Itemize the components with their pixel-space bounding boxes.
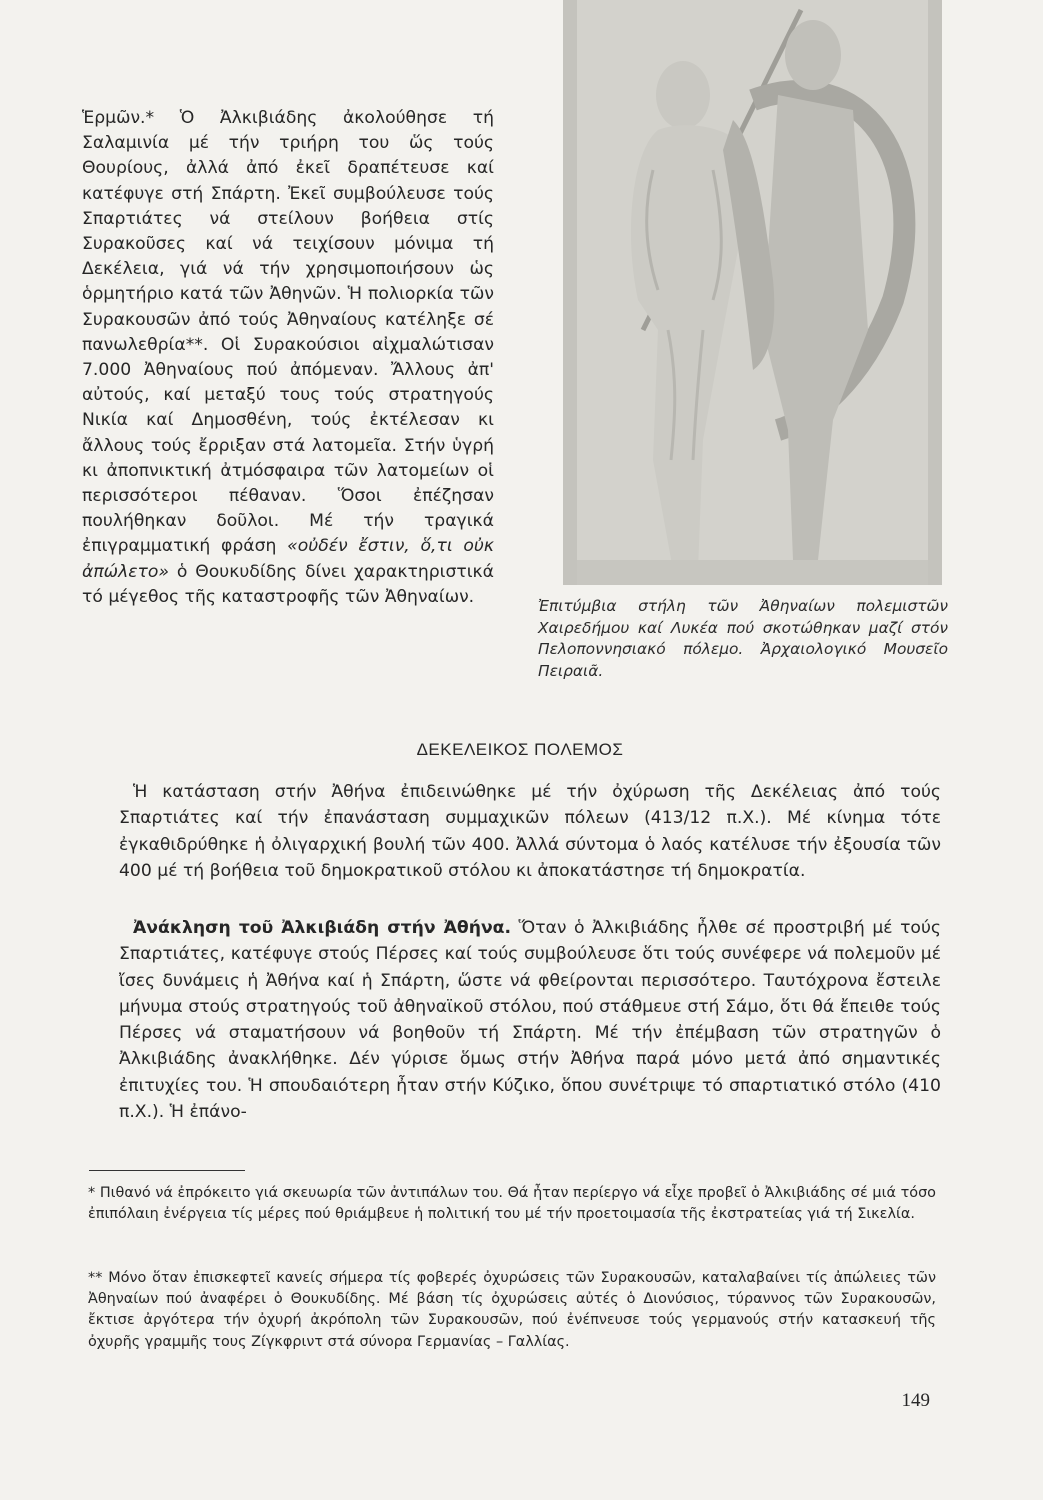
grave-stele-relief-image [563, 0, 942, 585]
left-column-text [82, 106, 494, 610]
footnote-1: * Πιθανό νά ἐπρόκειτο γιά σκευωρία τῶν ἀντιπάλων του. Θά ἦταν περίεργο νά εἶχε προβεῖ ὁ Ἀλκιβιάδης σέ μιά τόσο ἐπιπόλαιη ἐνέργεια τίς μέρες πού θριάμβευε ἡ πολιτική του μέ τήν προετοιμασία τῆς ἐκστρατείας γιά τή Σικελία. [88, 1185, 936, 1223]
figure-caption: Ἐπιτύμβια στήλη τῶν Ἀθηναίων πολεμιστῶν Χαιρεδήμου καί Λυκέα πού σκοτώθηκαν μαζί στόν Πελοποννησιακό πόλεμο. Ἀρχαιολογικό Μουσεῖο Πειραιᾶ. [538, 597, 948, 680]
thucydides-quote: «οὐδέν ἔστιν, ὅ,τι οὐκ ἀπώλετο» [82, 536, 494, 582]
footnote-2: ** Μόνο ὅταν ἐπισκεφτεῖ κανείς σήμερα τίς φοβερές ὀχυρώσεις τῶν Συρακουσῶν, καταλαβαίνει τίς ἀπώλειες τῶν Ἀθηναίων πού ἀναφέρει ὁ Θουκυδίδης. Μέ βάση τίς ὀχυρώσεις αὐτές ὁ Διονύσιος, τύραννος τῶν Συρακουσῶν, ἔκτισε ἀργότερα τήν ὀχυρή ἀκρόπολη τῶν Συρακουσῶν, πού ἐνέπνευσε τούς γερμανούς στήν κατασκευή τῆς ὀχυρῆς γραμμῆς τους Ζίγκφριντ στά σύνορα Γερμανίας – Γαλλίας. [88, 1270, 936, 1350]
footnote-divider [89, 1170, 245, 1171]
paragraph-lead-heading: Ἀνάκληση τοῦ Ἀλκιβιάδη στήν Ἀθήνα. [133, 918, 511, 938]
section-heading: ΔΕΚΕΛΕΙΚΟΣ ΠΟΛΕΜΟΣ [416, 740, 624, 759]
body-paragraph-2: Ἀνάκληση τοῦ Ἀλκιβιάδη στήν Ἀθήνα. Ὅταν ὁ Ἀλκιβιάδης ἦλθε σέ προστριβή μέ τούς Σπαρτιάτες, κατέφυγε στούς Πέρσες καί τούς συμβούλευσε ὅτι τούς συνέφερε νά πολεμοῦν μέ ἴσες δυνάμεις ἡ Ἀθήνα καί ἡ Σπάρτη, ὥστε νά φθείρονται περισσότερο. Ταυτόχρονα ἔστειλε μήνυμα στούς στρατηγούς τοῦ ἀθηναϊκοῦ στόλου, πού στάθμευε στή Σάμο, ὅτι θά ἔπειθε τούς Πέρσες νά σταματήσουν νά βοηθοῦν τή Σπάρτη. Μέ τήν ἐπέμβαση τῶν στρατηγῶν ὁ Ἀλκιβιάδης ἀνακλήθηκε. Δέν γύρισε ὅμως στήν Ἀθήνα παρά μόνο μετά ἀπό σημαντικές ἐπιτυχίες του. Ἡ σπουδαιότερη ἦταν στήν Κύζικο, ὅπου συνέτριψε τό σπαρτιατικό στόλο (410 π.Χ.). Ἡ ἐπάνο- [119, 918, 941, 1123]
left-column-paragraph: Ἑρμῶν.* Ὁ Ἀλκιβιάδης ἀκολούθησε τή Σαλαμινία μέ τήν τριήρη του ὥς τούς Θουρίους, ἀλλά ἀπό ἐκεῖ δραπέτευσε καί κατέφυγε στή Σπάρτη. Ἐκεῖ συμβούλευσε τούς Σπαρτιάτες νά στείλουν βοήθεια στίς Συρακοῦσες καί νά τειχίσουν μόνιμα τή Δεκέλεια, γιά νά τήν χρησιμοποιήσουν ὡς ὁρμητήριο κατά τῶν Ἀθηνῶν. Ἡ πολιορκία τῶν Συρακουσῶν ἀπό τούς Ἀθηναίους κατέληξε σέ πανωλεθρία**. Οἱ Συρακούσιοι αἰχμαλώτισαν 7.000 Ἀθηναίους πού ἀπόμεναν. Ἄλλους ἀπ' αὐτούς, καί μεταξύ τους τούς στρατηγούς Νικία καί Δημοσθένη, τούς ἐκτέλεσαν κι ἄλλους τούς ἔρριξαν στά λατομεῖα. Στήν ὑγρή κι ἀποπνικτική ἀτμόσφαιρα τῶν λατομείων οἱ περισσότεροι πέθαναν. Ὅσοι ἐπέζησαν πουλήθηκαν δοῦλοι. Μέ τήν τραγικά ἐπιγραμματική φράση «οὐδέν ἔστιν, ὅ,τι οὐκ ἀπώλετο» ὁ Θουκυδίδης δίνει χαρακτηριστικά τό μέγεθος τῆς καταστροφῆς τῶν Ἀθηναίων. [82, 108, 494, 607]
page-number: 149 [901, 1390, 930, 1411]
body-paragraph-1: Ἡ κατάσταση στήν Ἀθήνα ἐπιδεινώθηκε μέ τήν ὀχύρωση τῆς Δεκέλειας ἀπό τούς Σπαρτιάτες καί τήν ἐπανάσταση συμμαχικῶν πόλεων (413/12 π.Χ.). Μέ κίνημα τότε ἐγκαθιδρύθηκε ἡ ὀλιγαρχική βουλή τῶν 400. Ἀλλά σύντομα ὁ λαός κατέλυσε τήν ἐξουσία τῶν 400 μέ τή βοήθεια τοῦ δημοκρατικοῦ στόλου κι ἀποκατάστησε τή δημοκρατία. [119, 782, 941, 881]
grave-stele-relief-icon [563, 0, 942, 585]
